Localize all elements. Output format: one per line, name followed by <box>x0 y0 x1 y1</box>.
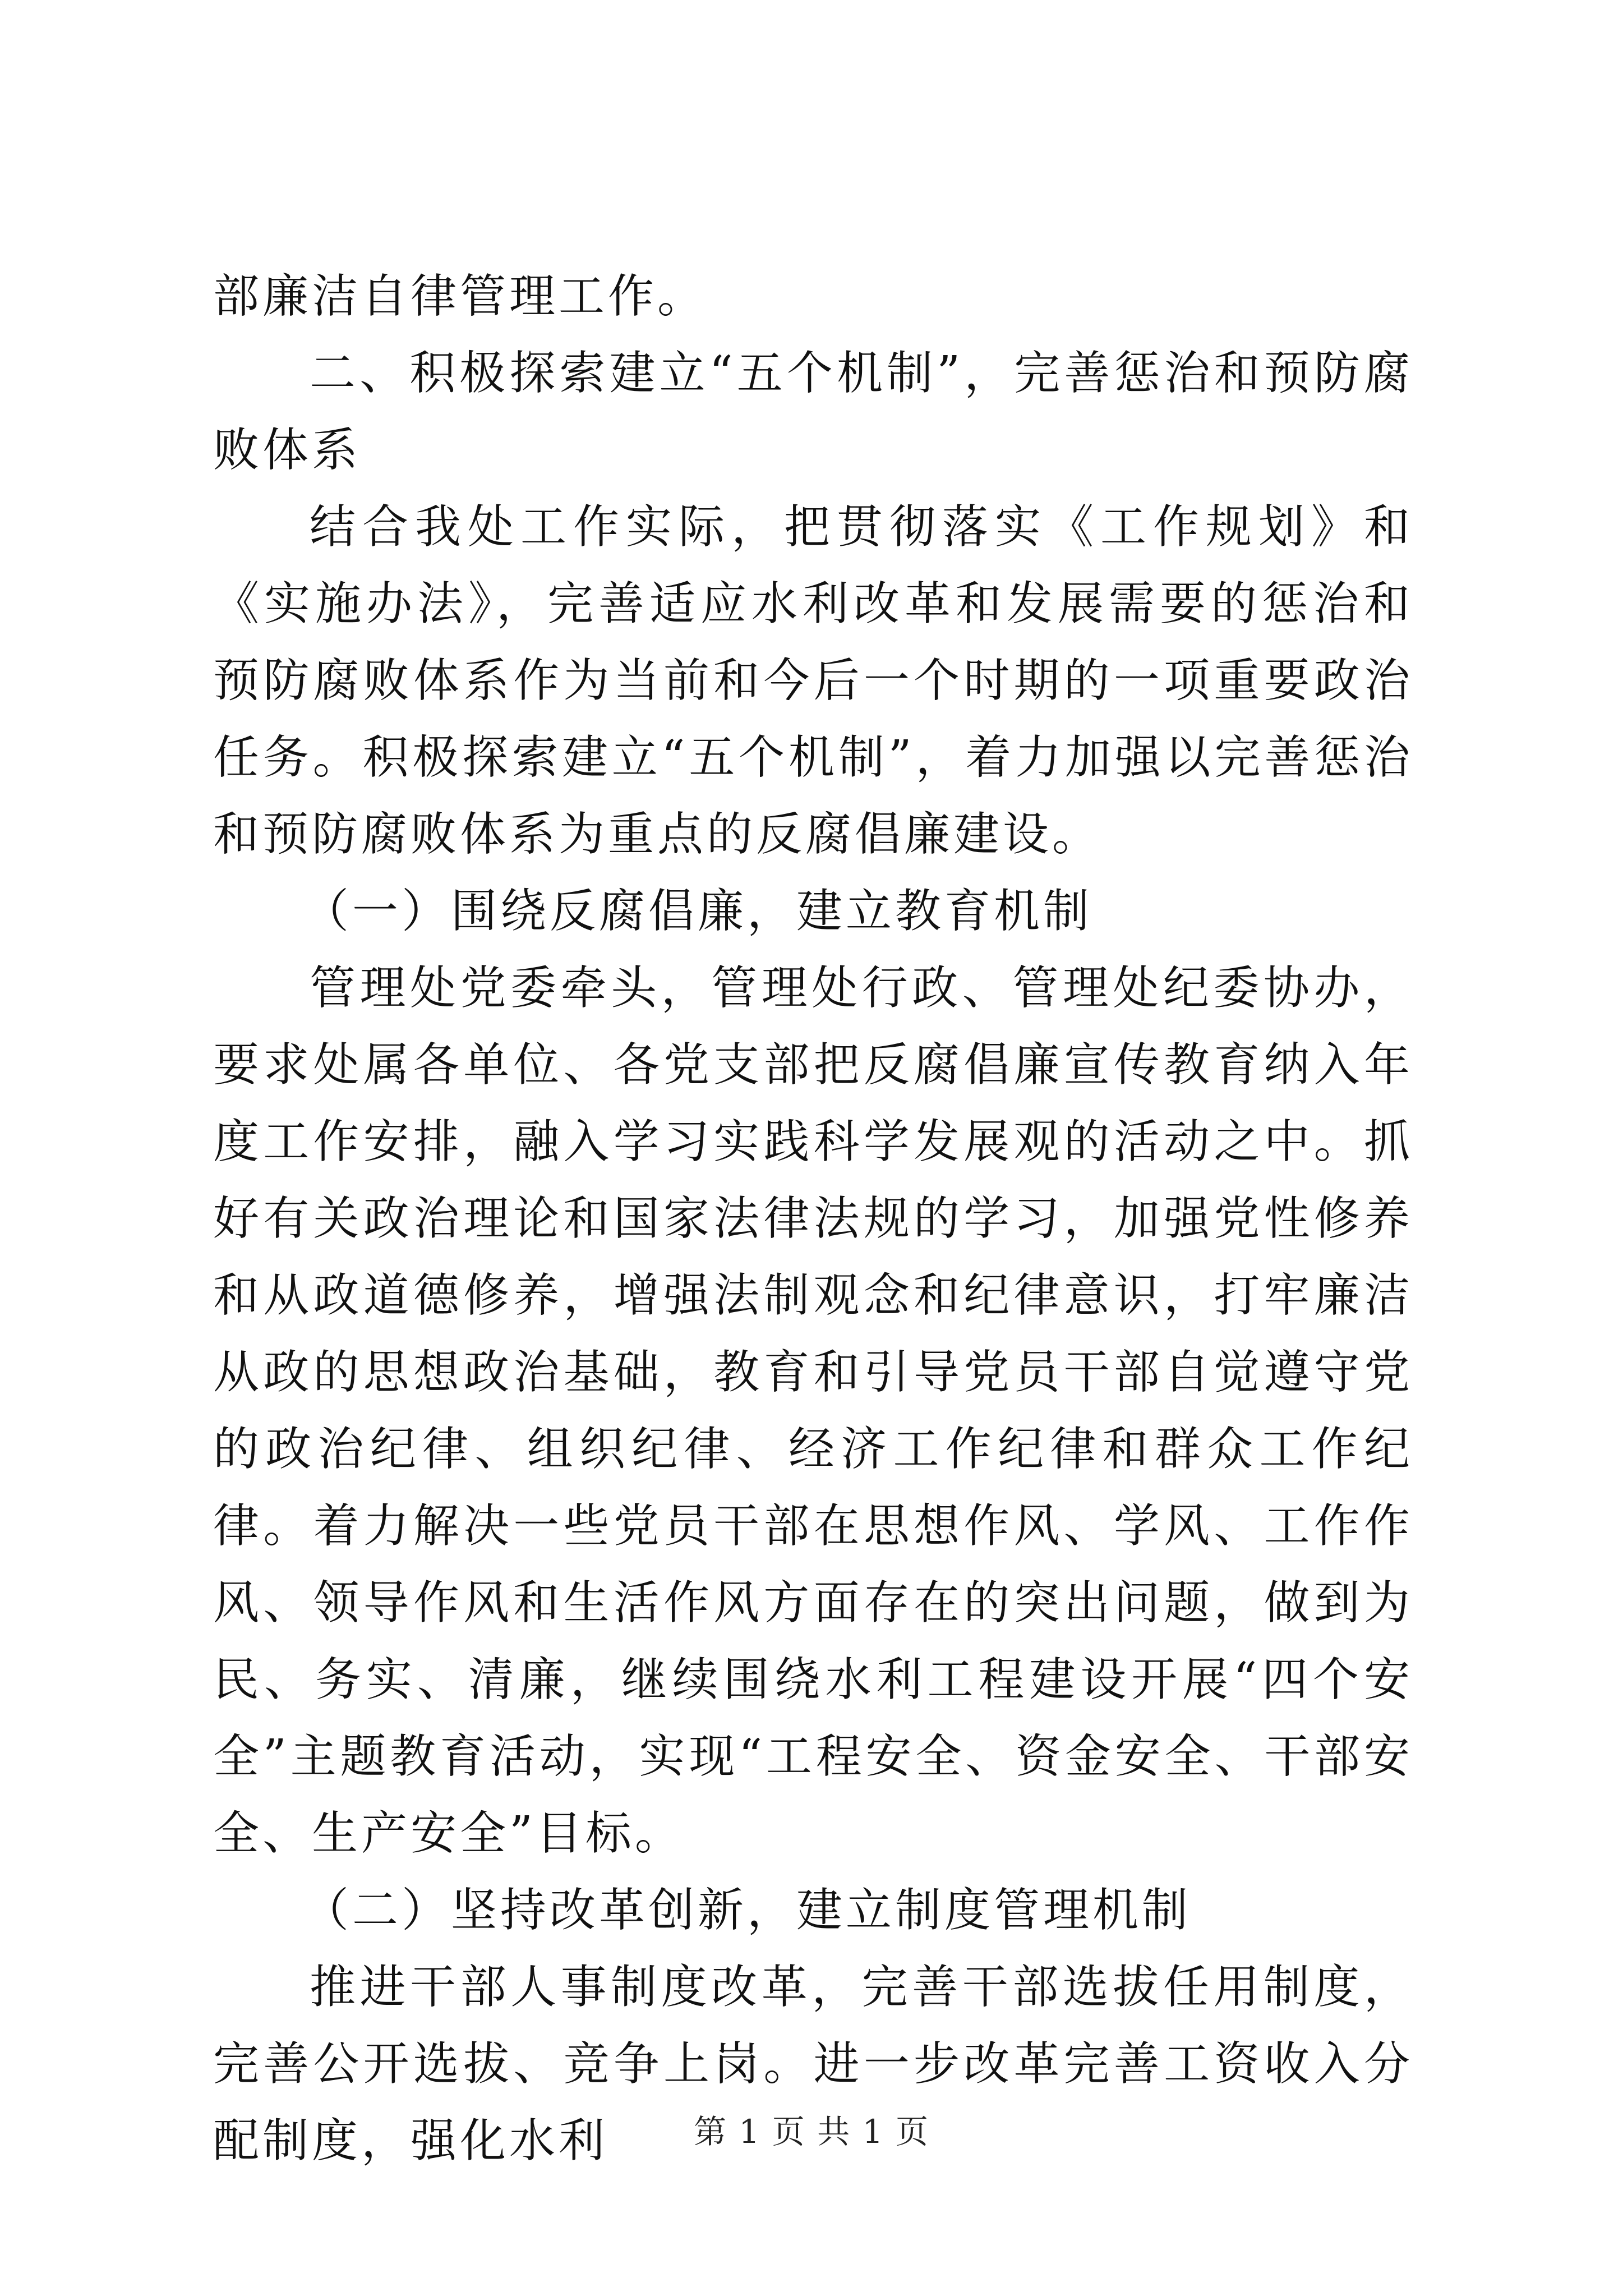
paragraph-education-mechanism: 管理处党委牵头，管理处行政、管理处纪委协办，要求处属各单位、各党支部把反腐倡廉宣传教育纳入年度工作安排，融入学习实践科学发展观的活动之中。抓好有关政治理论和国家法律法规的学习，加强党性修养和从政道德修养，增强法制观念和纪律意识，打牢廉洁从政的思想政治基础，教育和引导党员干部自觉遵守党的政治纪律、组织纪律、经济工作纪律和群众工作纪律。着力解决一些党员干部在思想作风、学风、工作作风、领导作风和生活作风方面存在的突出问题，做到为民、务实、清廉，继续围绕水利工程建设开展“四个安全”主题教育活动，实现“工程安全、资金安全、干部安全、生产安全”目标。 <box>213 961 1413 1860</box>
section-heading-two: 二、积极探索建立“五个机制”，完善惩治和预防腐败体系 <box>213 347 1413 477</box>
paragraph-continuation: 部廉洁自律管理工作。 <box>213 270 707 323</box>
document-body <box>213 258 1413 2179</box>
page-number-label: 第 1 页 共 1 页 <box>694 2113 929 2151</box>
paragraph-system-reform: 推进干部人事制度改革，完善干部选拔任用制度，完善公开选拔、竞争上岗。进一步改革完善工资收入分配制度，强化水利 <box>213 1961 1413 2168</box>
paragraph-intro: 结合我处工作实际，把贯彻落实《工作规划》和《实施办法》，完善适应水利改革和发展需要的惩治和预防腐败体系作为当前和今后一个时期的一项重要政治任务。积极探索建立“五个机制”，着力加强以完善惩治和预防腐败体系为重点的反腐倡廉建设。 <box>213 500 1413 861</box>
subsection-heading-two: （二）坚持改革创新，建立制度管理机制 <box>303 1884 1192 1937</box>
subsection-heading-one: （一）围绕反腐倡廉，建立教育机制 <box>303 885 1093 938</box>
page-footer <box>0 2109 1623 2154</box>
